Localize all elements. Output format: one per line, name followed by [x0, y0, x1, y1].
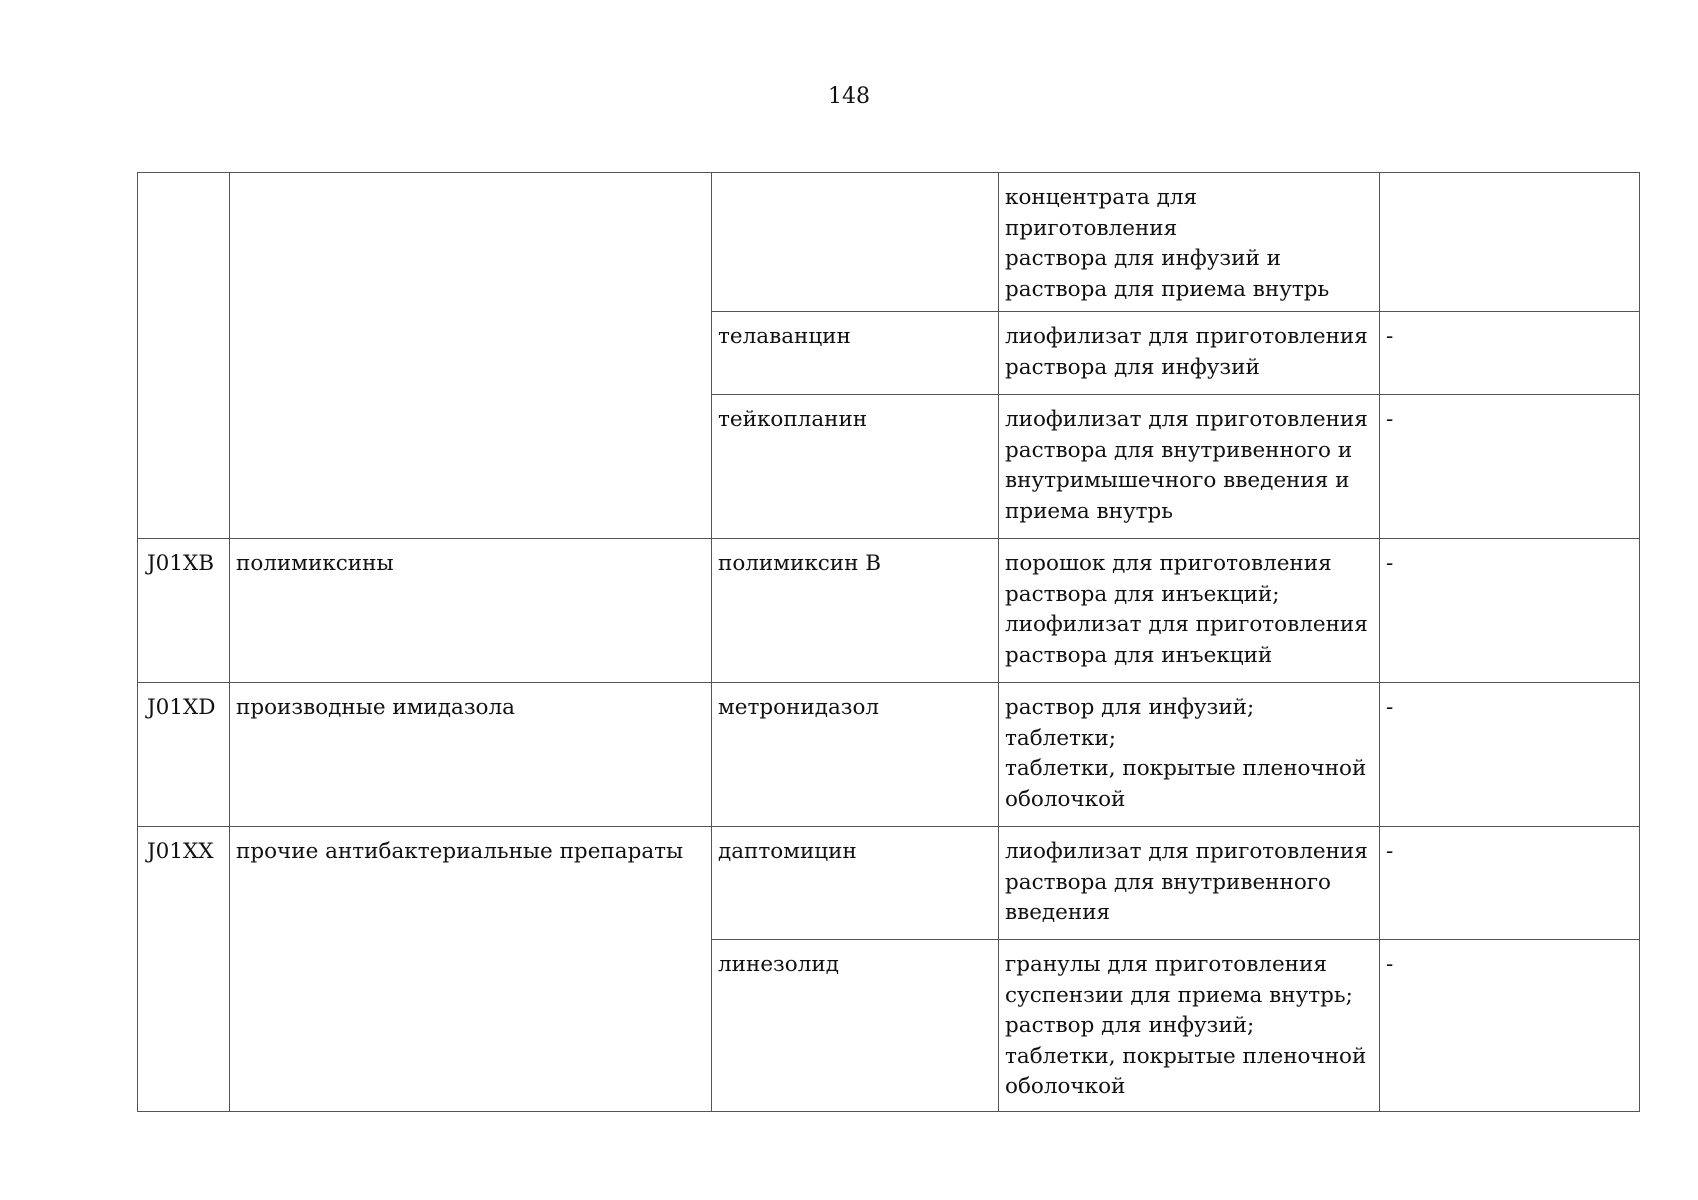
- atc-code-cell: [138, 173, 230, 539]
- note-cell: -: [1380, 312, 1640, 395]
- dosage-form-cell: раствор для инфузий; таблетки; таблетки, покрытые пленочной оболочкой: [999, 683, 1380, 827]
- table-row: [138, 173, 1640, 312]
- pharmacological-group-cell: прочие антибактериальные препараты: [230, 827, 712, 1112]
- dosage-form-cell: гранулы для приготовления суспензии для приема внутрь; раствор для инфузий; таблетки, покрытые пленочной оболочкой: [999, 940, 1380, 1112]
- note-cell: -: [1380, 827, 1640, 940]
- dosage-form-cell: лиофилизат для приготовления раствора для внутривенного введения: [999, 827, 1380, 940]
- atc-code-cell: J01XD: [138, 683, 230, 827]
- note-cell: [1380, 173, 1640, 312]
- page-number: 148: [828, 84, 870, 109]
- note-cell: -: [1380, 940, 1640, 1112]
- drug-name-cell: линезолид: [712, 940, 999, 1112]
- dosage-form-cell: порошок для приготовления раствора для инъекций; лиофилизат для приготовления раствора для инъекций: [999, 539, 1380, 683]
- drug-name-cell: даптомицин: [712, 827, 999, 940]
- dosage-form-cell: концентрата для приготовления раствора для инфузий и раствора для приема внутрь: [999, 173, 1380, 312]
- pharmacological-group-cell: производные имидазола: [230, 683, 712, 827]
- drug-list-table: [137, 172, 1640, 1112]
- table-row: [138, 539, 1640, 683]
- dosage-form-cell: лиофилизат для приготовления раствора для инфузий: [999, 312, 1380, 395]
- drug-name-cell: [712, 173, 999, 312]
- note-cell: -: [1380, 395, 1640, 539]
- table-row: [138, 683, 1640, 827]
- drug-name-cell: метронидазол: [712, 683, 999, 827]
- note-cell: -: [1380, 539, 1640, 683]
- drug-name-cell: телаванцин: [712, 312, 999, 395]
- atc-code-cell: J01XX: [138, 827, 230, 1112]
- pharmacological-group-cell: [230, 173, 712, 539]
- drug-name-cell: полимиксин B: [712, 539, 999, 683]
- drug-name-cell: тейкопланин: [712, 395, 999, 539]
- pharmacological-group-cell: полимиксины: [230, 539, 712, 683]
- atc-code-cell: J01XB: [138, 539, 230, 683]
- note-cell: -: [1380, 683, 1640, 827]
- table-row: [138, 827, 1640, 940]
- dosage-form-cell: лиофилизат для приготовления раствора для внутривенного и внутримышечного введения и приема внутрь: [999, 395, 1380, 539]
